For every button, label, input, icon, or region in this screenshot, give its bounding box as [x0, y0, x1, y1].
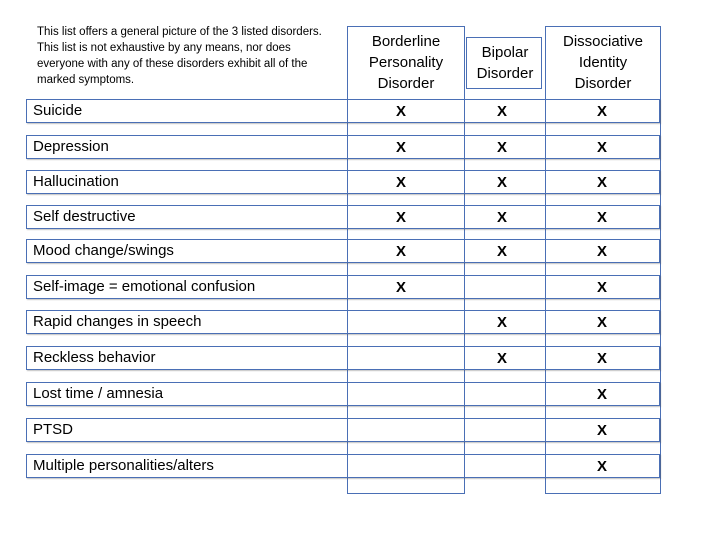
symptom-row-box [26, 135, 660, 159]
symptom-mark: X [496, 139, 507, 156]
symptom-mark: X [596, 243, 607, 260]
symptom-label: Mood change/swings [33, 242, 174, 259]
symptom-label: Self-image = emotional confusion [33, 278, 256, 295]
symptom-row-box [26, 170, 660, 194]
symptom-mark: X [596, 314, 607, 331]
symptom-label: Hallucination [33, 173, 119, 190]
symptom-mark: X [395, 103, 406, 120]
symptom-mark: X [496, 243, 507, 260]
symptom-mark: X [395, 209, 406, 226]
symptom-row-box [26, 418, 660, 442]
symptom-mark: X [596, 103, 607, 120]
symptom-mark: X [395, 279, 406, 296]
symptom-label: Rapid changes in speech [33, 313, 202, 330]
symptom-mark: X [395, 139, 406, 156]
symptom-label: Suicide [33, 102, 83, 119]
symptom-mark: X [496, 314, 507, 331]
intro-note: This list offers a general picture of the 3 listed disorders. This list is not exhaustive by any means, nor does everyone with any of these disorders exhibit all of the marked symptoms. [37, 26, 322, 86]
symptom-label: Reckless behavior [33, 349, 156, 366]
symptom-label: Self destructive [33, 208, 136, 225]
symptom-mark: X [596, 139, 607, 156]
symptom-mark: X [496, 103, 507, 120]
symptom-label: Depression [33, 138, 109, 155]
column-header-bipolar: Bipolar Disorder [476, 44, 534, 82]
symptom-mark: X [395, 174, 406, 191]
symptom-label: Multiple personalities/alters [33, 457, 214, 474]
symptom-row-box [26, 99, 660, 123]
symptom-mark: X [596, 209, 607, 226]
column-header-borderline: Borderline Personality Disorder [368, 32, 444, 92]
column-header-dissociative: Dissociative Identity Disorder [562, 32, 644, 92]
symptom-mark: X [496, 350, 507, 367]
symptom-mark: X [596, 386, 607, 403]
symptom-mark: X [596, 279, 607, 296]
symptom-mark: X [596, 422, 607, 439]
symptom-mark: X [596, 458, 607, 475]
symptom-label: Lost time / amnesia [33, 385, 164, 402]
symptom-mark: X [395, 243, 406, 260]
symptom-mark: X [496, 174, 507, 191]
symptom-label: PTSD [33, 421, 74, 438]
symptom-mark: X [496, 209, 507, 226]
symptom-mark: X [596, 350, 607, 367]
symptom-mark: X [596, 174, 607, 191]
